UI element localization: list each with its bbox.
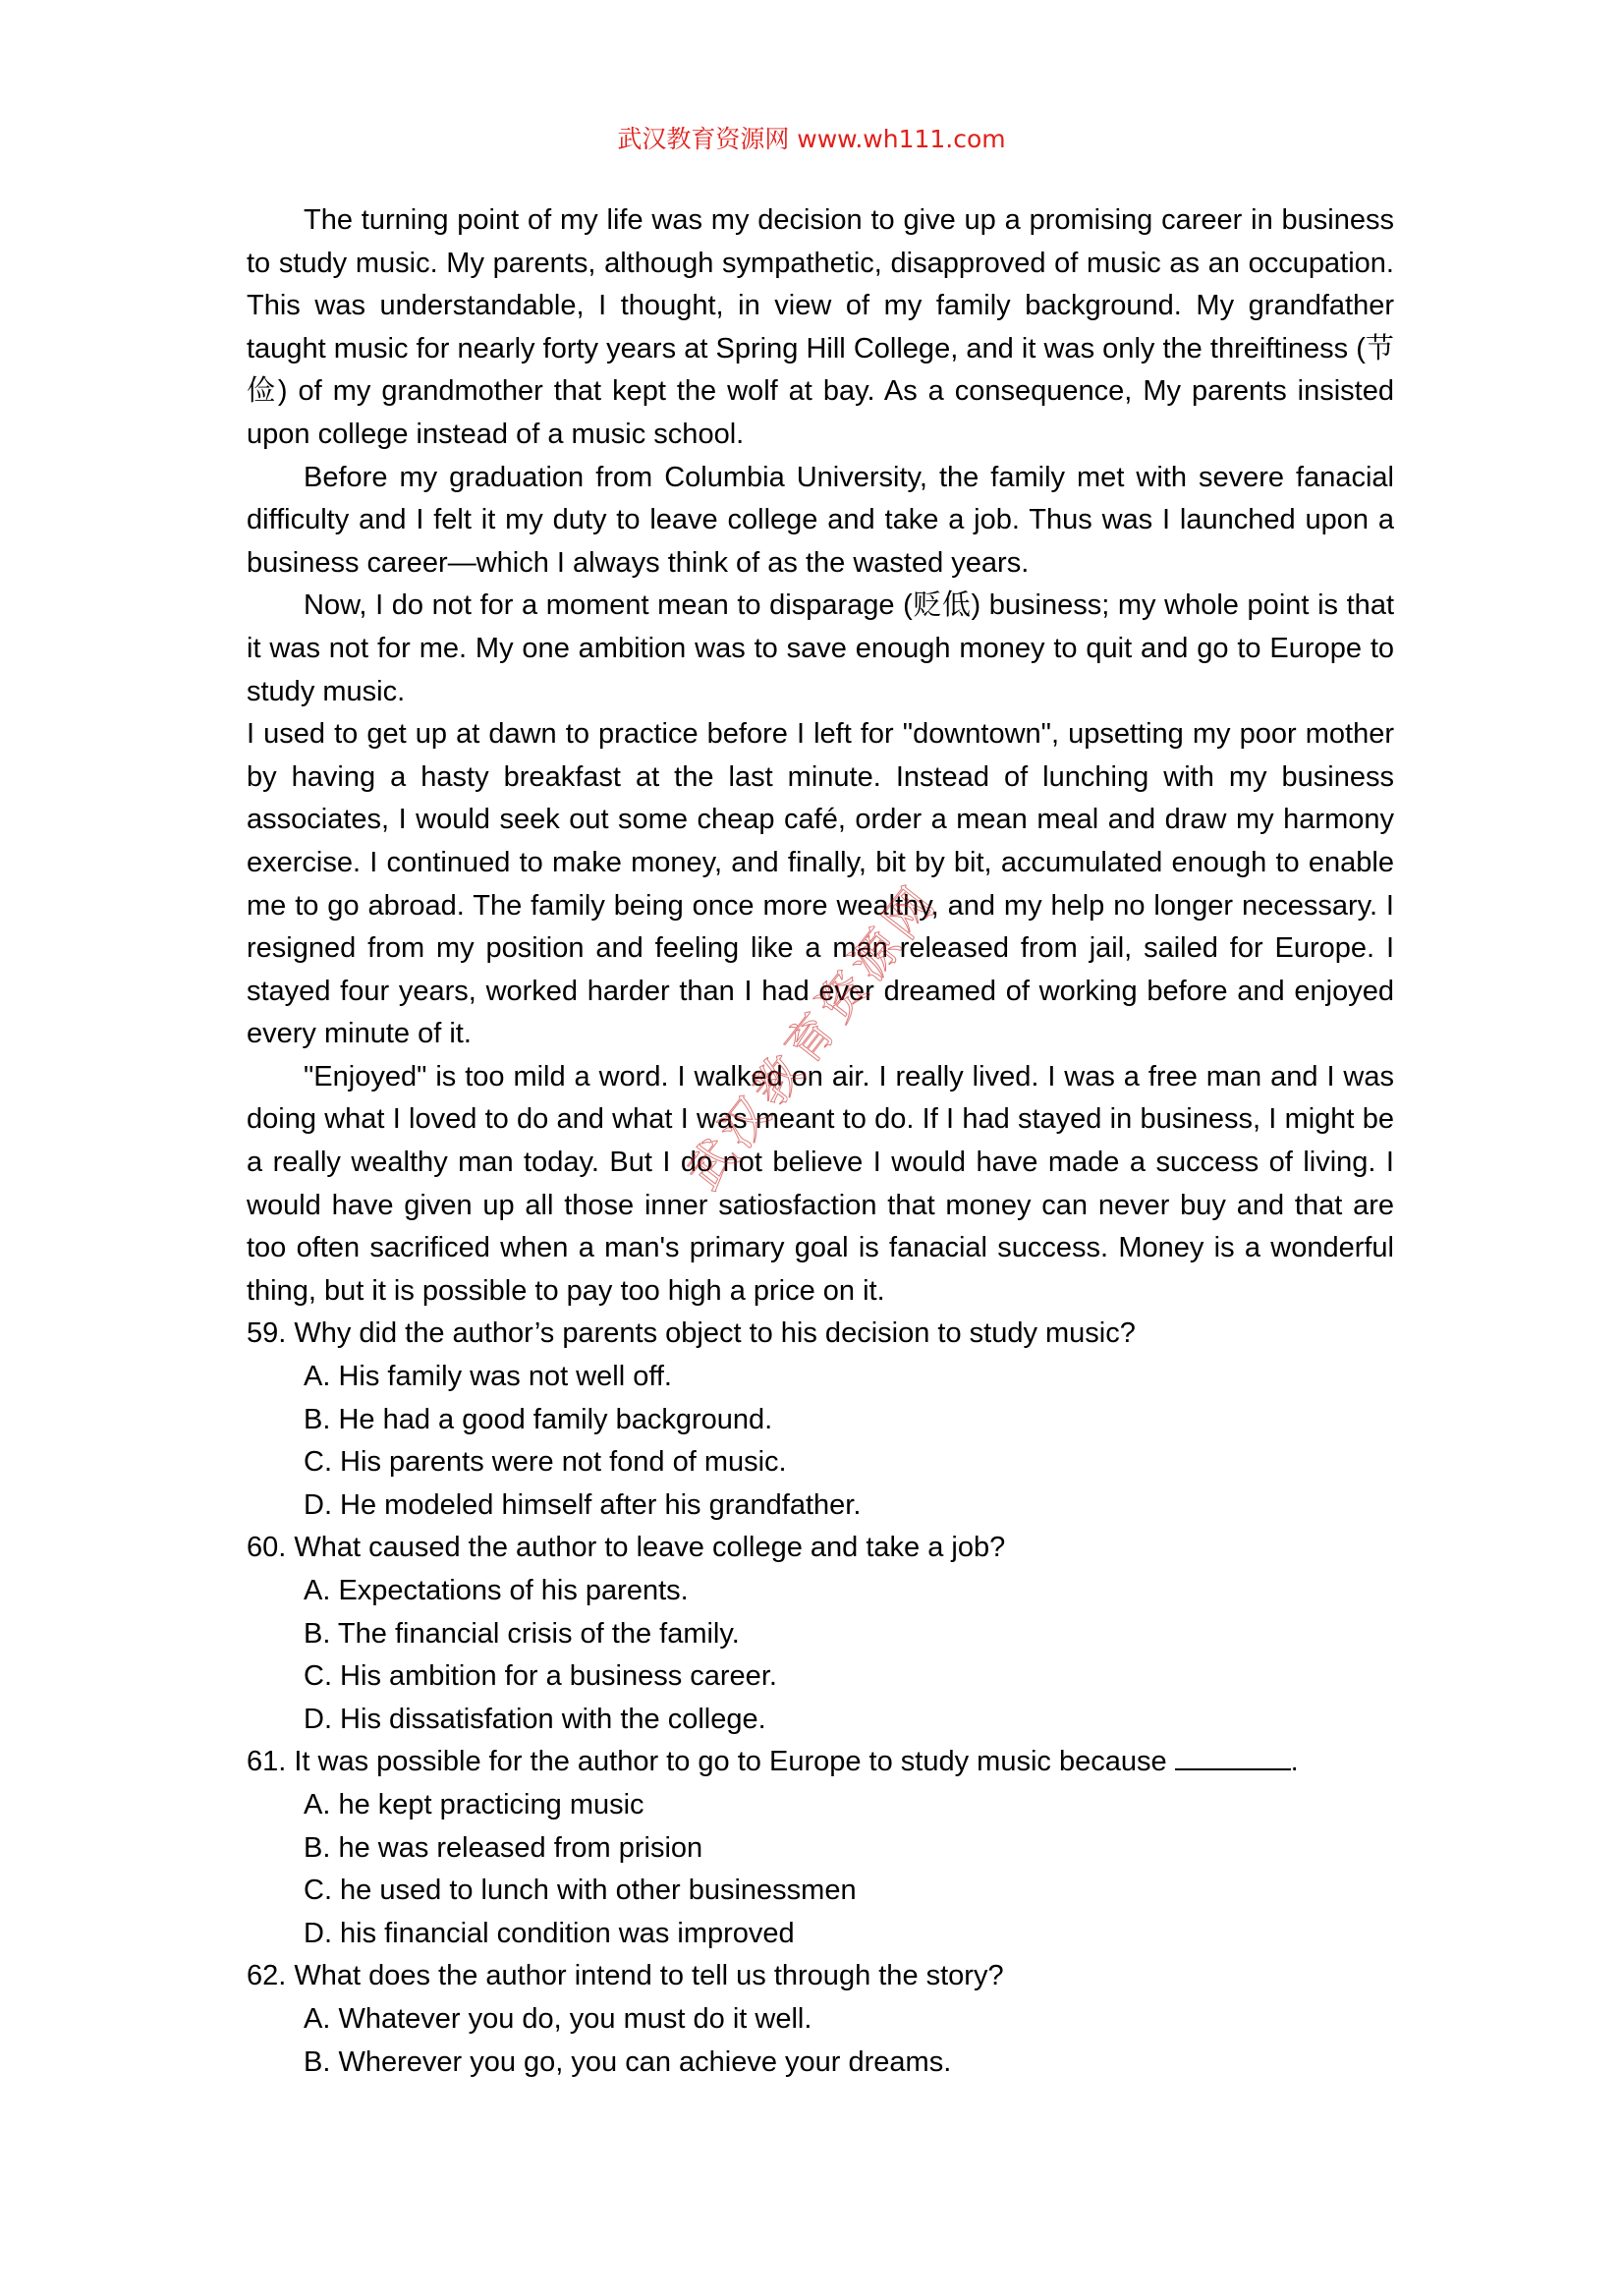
passage-paragraph-2: Before my graduation from Columbia University, the family met with severe fanacial difficulty and I felt it my duty to leave college and take a job. Thus was I launched upon a business career—which I always think of as the wasted years. <box>247 461 1394 579</box>
question-62 <box>247 1955 1394 2084</box>
option-a: A. His family was not well off. <box>304 1361 672 1393</box>
site-header: 武汉教育资源网 www.wh111.com <box>617 125 1006 153</box>
option-c: C. His parents were not fond of music. <box>304 1446 787 1479</box>
answer-blank <box>1175 1743 1291 1770</box>
passage-paragraph-3: Now, I do not for a moment mean to disparage (贬低) business; my whole point is that it was not for me. My one ambition was to save enough money to quit and go to Europe to study music. <box>247 589 1394 707</box>
option-c: C. His ambition for a business career. <box>304 1660 777 1693</box>
passage-paragraph-1: The turning point of my life was my decision to give up a promising career in business to study music. My parents, although sympathetic, disapproved of music as an occupation. This was understandable, I thought, in view of my family background. My grandfather taught music for nearly forty years at Spring Hill College, and it was only the threiftiness (节俭) of my grandmother that kept the wolf at bay. As a consequence, My parents insisted upon college instead of a music school. <box>247 204 1394 450</box>
document-body <box>247 199 1394 2084</box>
option-b: B. The financial crisis of the family. <box>304 1617 740 1650</box>
watermark-stamp: 武汉教育资源网 <box>676 872 949 1201</box>
question-59 <box>247 1313 1394 1527</box>
passage-paragraph-4: I used to get up at dawn to practice before I left for "downtown", upsetting my poor mother by having a hasty breakfast at the last minute. Instead of lunching with my business associates, I would seek out some cheap café, order a mean meal and draw my harmony exercise. I continued to make money, and finally, bit by bit, accumulated enough to enable me to go abroad. The family being once more wealthy, and my help no longer necessary. I resigned from my position and feeling like a man released from jail, sailed for Europe. I stayed four years, worked harder than I had ever dreamed of working before and enjoyed every minute of it. <box>247 718 1394 1050</box>
option-d: D. his financial condition was improved <box>304 1917 795 1949</box>
question-61 <box>247 1741 1394 1955</box>
option-b: B. he was released from prision <box>304 1831 703 1864</box>
question-stem: 62. What does the author intend to tell us through the story? <box>247 1960 1004 1992</box>
question-stem-line: 61. It was possible for the author to go to Europe to study music because . <box>247 1741 1394 1784</box>
option-b: B. Wherever you go, you can achieve your dreams. <box>304 2045 952 2078</box>
question-60 <box>247 1527 1394 1741</box>
question-stem: 61. It was possible for the author to go to Europe to study music because <box>247 1746 1167 1778</box>
option-a: A. Whatever you do, you must do it well. <box>304 2002 812 2035</box>
option-d: D. He modeled himself after his grandfather. <box>304 1488 862 1521</box>
option-c: C. he used to lunch with other businessmen <box>304 1875 857 1907</box>
option-a: A. Expectations of his parents. <box>304 1575 689 1606</box>
question-stem: 59. Why did the author’s parents object to his decision to study music? <box>247 1317 1136 1350</box>
option-a: A. he kept practicing music <box>304 1788 644 1820</box>
passage-paragraph-5: "Enjoyed" is too mild a word. I walked on air. I really lived. I was a free man and I was doing what I loved to do and what I was meant to do. If I had stayed in business, I might be a really wealthy man today. But I do not believe I would have made a success of living. I would have given up all those inner satiosfaction that money can never buy and that are too often sacrificed when a man's primary goal is fanacial success. Money is a wonderful thing, but it is possible to pay too high a price on it. <box>247 1060 1394 1307</box>
option-d: D. His dissatisfation with the college. <box>304 1703 766 1735</box>
option-b: B. He had a good family background. <box>304 1403 773 1435</box>
question-stem: 60. What caused the author to leave college and take a job? <box>247 1532 1006 1564</box>
